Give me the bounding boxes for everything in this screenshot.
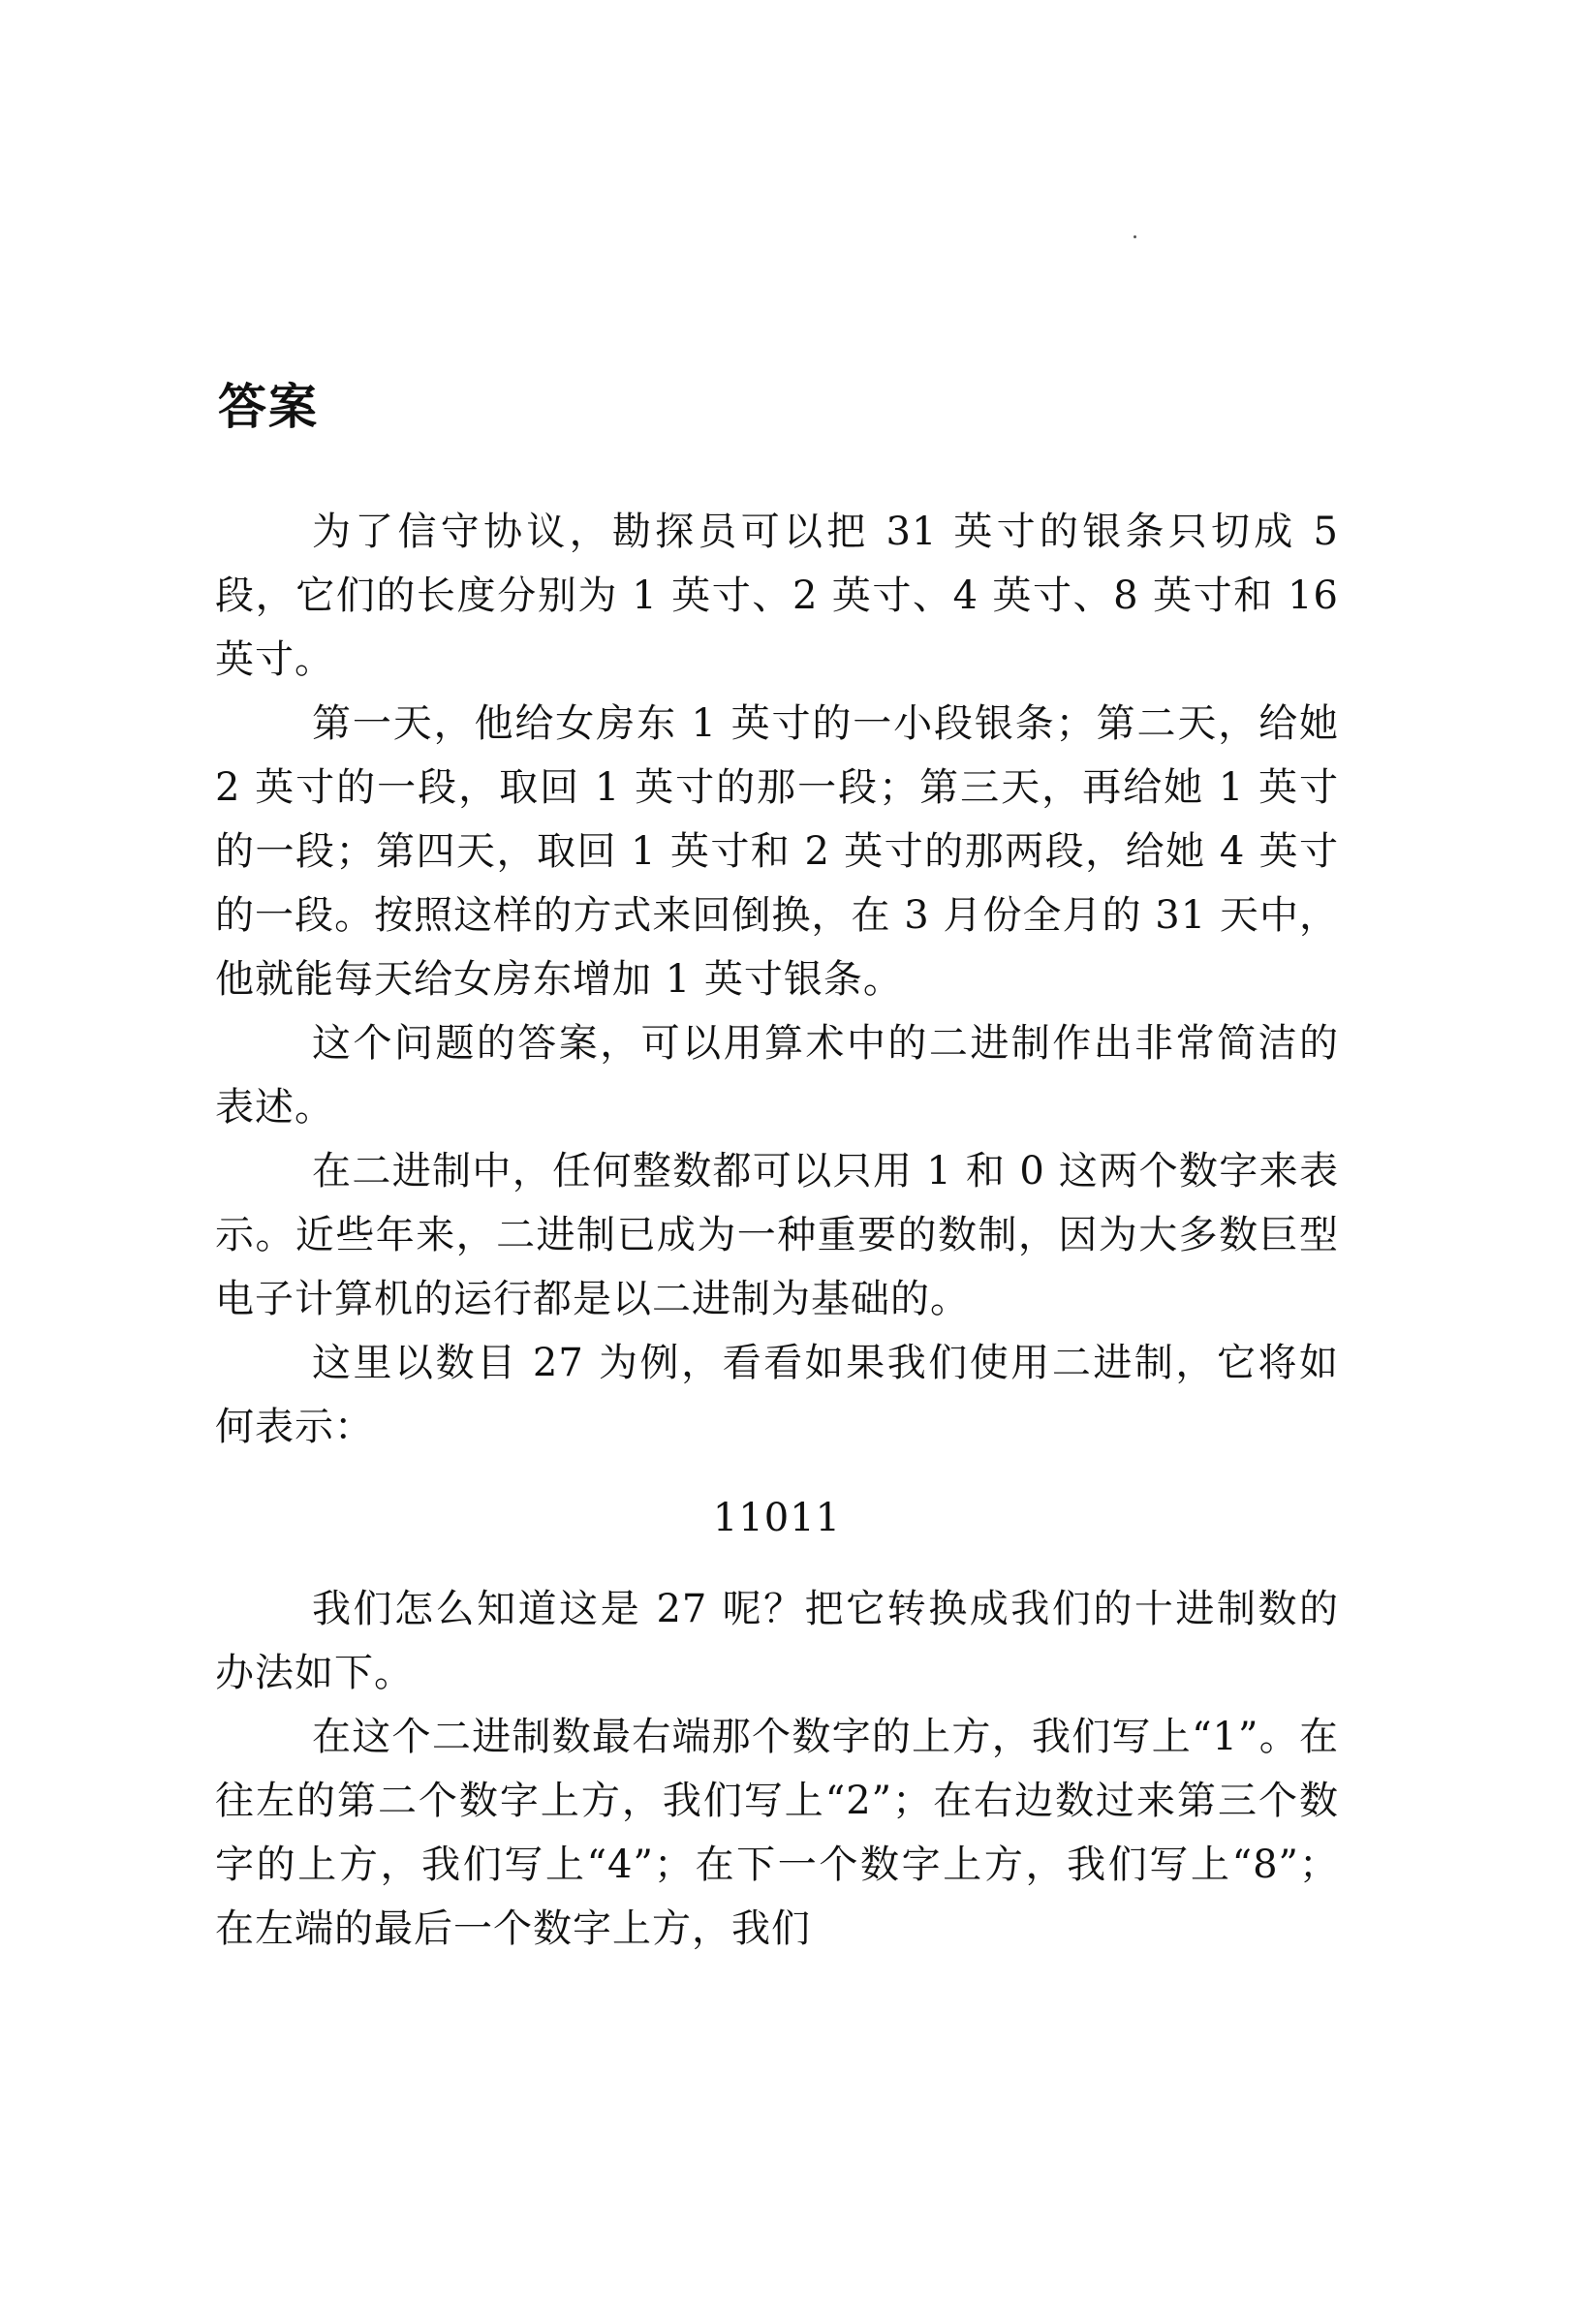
paragraph-5: 这里以数目 27 为例，看看如果我们使用二进制，它将如何表示： (215, 1341, 1339, 1449)
section-heading: 答案 (218, 379, 319, 435)
paragraph-1: 为了信守协议，勘探员可以把 31 英寸的银条只切成 5 段，它们的长度分别为 1 英寸、2 英寸、4 英寸、8 英寸和 16 英寸。 (215, 510, 1339, 682)
paragraph-7: 在这个二进制数最右端那个数字的上方，我们写上“1”。在往左的第二个数字上方，我们写上“2”；在右边数过来第三个数字的上方，我们写上“4”；在下一个数字上方，我们写上“8”；在左端的最后一个数字上方，我们 (215, 1715, 1339, 1951)
paragraph-3: 这个问题的答案，可以用算术中的二进制作出非常简洁的表述。 (215, 1021, 1339, 1130)
binary-example: 11011 (712, 1496, 842, 1540)
paragraph-6: 我们怎么知道这是 27 呢？把它转换成我们的十进制数的办法如下。 (215, 1587, 1339, 1695)
body-text (215, 500, 1339, 1961)
scan-speck (1134, 235, 1136, 238)
paragraph-4: 在二进制中，任何整数都可以只用 1 和 0 这两个数字来表示。近些年来，二进制已成为一种重要的数制，因为大多数巨型电子计算机的运行都是以二进制为基础的。 (215, 1149, 1339, 1321)
paragraph-2: 第一天，他给女房东 1 英寸的一小段银条；第二天，给她 2 英寸的一段，取回 1 英寸的那一段；第三天，再给她 1 英寸的一段；第四天，取回 1 英寸和 2 英寸的那两段，给她 4 英寸的一段。按照这样的方式来回倒换，在 3 月份全月的 31 天中，他就能每天给女房东增加 1 英寸银条。 (215, 701, 1339, 1002)
